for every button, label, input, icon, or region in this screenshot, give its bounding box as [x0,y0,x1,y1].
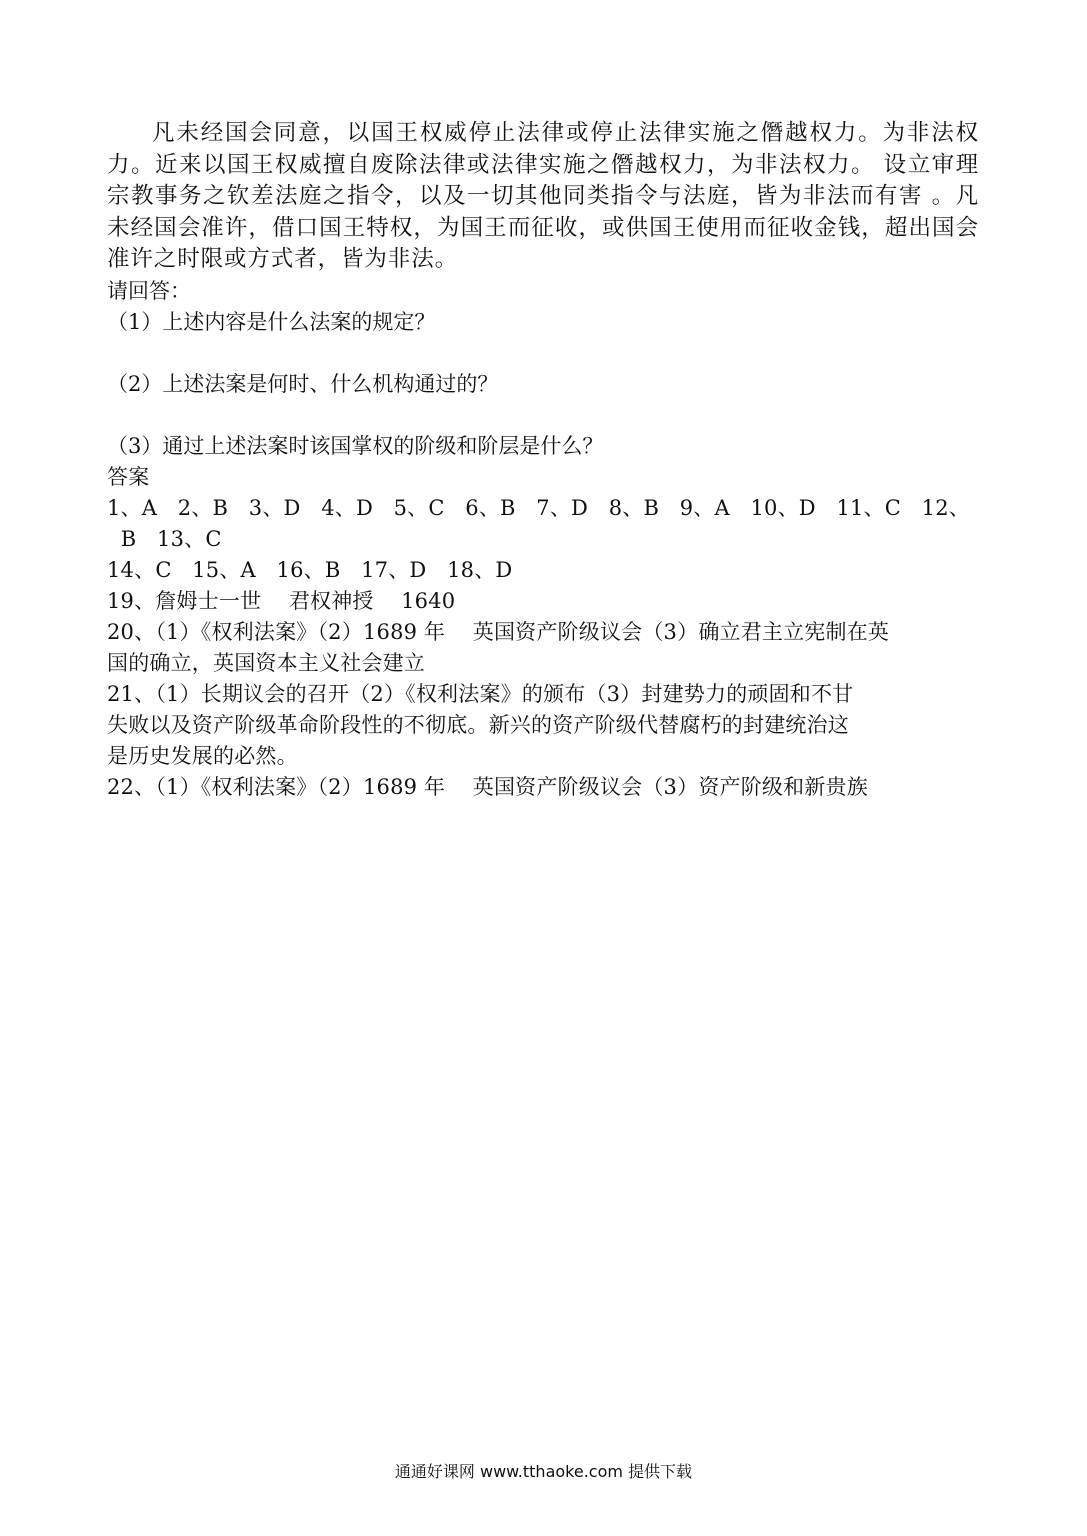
question-1: （1）上述内容是什么法案的规定？ [107,309,436,334]
answer-line: 失败以及资产阶级革命阶段性的不彻底。新兴的资产阶级代替腐朽的封建统治这 [107,712,849,737]
answer-line: 21、（1）长期议会的召开（2）《权利法案》的颁布（3）封建势力的顽固和不甘 [107,681,854,706]
answer-key-heading: 答案 [107,464,150,489]
document-content [107,118,979,803]
answer-line: 是历史发展的必然。 [107,743,298,768]
answer-space [107,400,979,431]
answer-line: B 13、C [107,526,222,551]
answer-line: 19、詹姆士一世 君权神授 1640 [107,588,456,613]
page-footer: 通通好课网 www.tthaoke.com 提供下载 [394,1462,693,1481]
answer-line: 国的确立，英国资本主义社会建立 [107,650,425,675]
source-passage: 凡未经国会同意，以国王权威停止法律或停止法律实施之僭越权力。为非法权力。近来以国王权威擅自废除法律或法律实施之僭越权力，为非法权力。 设立审理宗教事务之钦差法庭之指令，以及一切其他同类指令与法庭，皆为非法而有害 。凡未经国会准许，借口国王特权，为国王而征收，或供国王使用而征收金钱，超出国会准许之时限或方式者，皆为非法。 [107,120,979,272]
answer-space [107,338,979,369]
answer-prompt: 请回答： [107,278,191,303]
question-3: （3）通过上述法案时该国掌权的阶级和阶层是什么？ [107,433,604,458]
answer-line: 1、A 2、B 3、D 4、D 5、C 6、B 7、D 8、B 9、A 10、D 11、C 12、 [107,495,971,520]
answer-line: 22、（1）《权利法案》（2）1689 年 英国资产阶级议会（3）资产阶级和新贵族 [107,774,868,799]
answer-line: 20、（1）《权利法案》（2）1689 年 英国资产阶级议会（3）确立君主立宪制在英 [107,619,890,644]
answer-key [107,462,979,803]
answer-line: 14、C 15、A 16、B 17、D 18、D [107,557,513,582]
question-2: （2）上述法案是何时、什么机构通过的？ [107,371,499,396]
